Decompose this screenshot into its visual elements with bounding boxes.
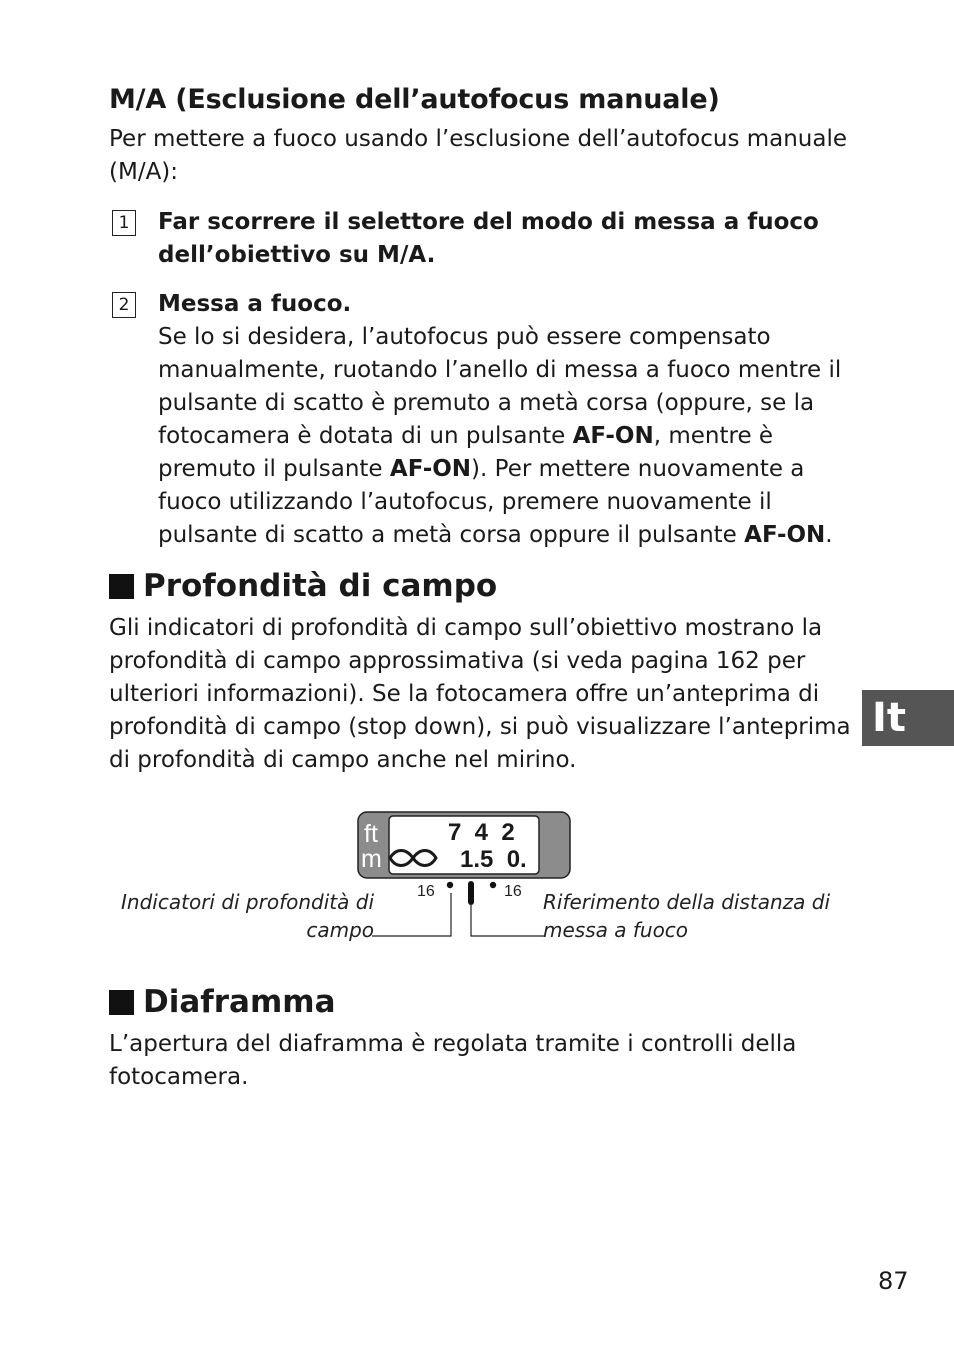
- af-on-label: AF-ON: [572, 423, 654, 449]
- right-aperture-mark: 16: [504, 883, 522, 900]
- text-run: pulsante di scatto a metà corsa oppure il pulsante: [158, 522, 745, 548]
- distance-index-bar: [468, 881, 474, 905]
- step-1-title-line: dell’obiettivo su M/A.: [158, 242, 436, 268]
- af-on-label: AF-ON: [744, 522, 826, 548]
- caption-distance-reference: [543, 888, 830, 944]
- section-heading-ma: M/A (Esclusione dell’autofocus manuale): [109, 84, 720, 115]
- text-run: ). Per mettere nuovamente a: [471, 456, 805, 482]
- aperture-line: L’apertura del diaframma è regolata tramite i controlli della: [109, 1031, 797, 1057]
- leader-line-right: [471, 905, 544, 936]
- step-2-line: [158, 519, 841, 552]
- caption-dof-indicators: [121, 888, 374, 944]
- step-1-title-line: Far scorrere il selettore del modo di messa a fuoco: [158, 209, 819, 235]
- ma-intro: [109, 123, 847, 189]
- square-bullet-icon: [109, 574, 134, 599]
- leader-line-left: [372, 893, 451, 936]
- depth-line: di profondità di campo anche nel mirino.: [109, 747, 577, 773]
- right-dof-dot: [490, 882, 496, 888]
- section-heading-aperture-text: Diaframma: [143, 984, 336, 1020]
- ma-intro-line: (M/A):: [109, 159, 179, 185]
- step-2-block: [158, 288, 841, 552]
- left-dof-dot: [447, 882, 453, 888]
- step-number-2: 2: [112, 292, 136, 318]
- section-heading-aperture: [109, 984, 336, 1020]
- step-number-1: 1: [112, 210, 136, 236]
- language-tab: It: [862, 690, 954, 746]
- step-2-line: manualmente, ruotando l’anello di messa a fuoco mentre il: [158, 357, 842, 383]
- step-2-body: [158, 321, 841, 552]
- step-2-line: fuoco utilizzando l’autofocus, premere nuovamente il: [158, 489, 772, 515]
- caption-line: Indicatori di profondità di: [121, 890, 374, 914]
- af-on-label: AF-ON: [389, 456, 472, 482]
- step-2-line: Se lo si desidera, l’autofocus può essere compensato: [158, 324, 771, 350]
- text-run: premuto il pulsante: [158, 456, 390, 482]
- caption-line: messa a fuoco: [543, 918, 689, 942]
- section-heading-depth-text: Profondità di campo: [143, 568, 498, 604]
- text-run: , mentre è: [653, 423, 774, 449]
- unit-ft-label: ft: [364, 820, 378, 848]
- m-scale-values: 1.5 0.: [460, 846, 527, 873]
- ma-intro-line: Per mettere a fuoco usando l’esclusione dell’autofocus manuale: [109, 126, 848, 152]
- depth-line: profondità di campo (stop down), si può visualizzare l’anteprima: [109, 714, 851, 740]
- depth-body: [109, 612, 851, 777]
- step-2-title: Messa a fuoco.: [158, 291, 352, 317]
- step-1-title: [158, 206, 819, 272]
- aperture-line: fotocamera.: [109, 1064, 249, 1090]
- depth-line: profondità di campo approssimativa (si veda pagina 162 per: [109, 648, 806, 674]
- text-run: fotocamera è dotata di un pulsante: [158, 423, 573, 449]
- depth-line: ulteriori informazioni). Se la fotocamera offre un’anteprima di: [109, 681, 820, 707]
- depth-line: Gli indicatori di profondità di campo sull’obiettivo mostrano la: [109, 615, 823, 641]
- step-2-line: [158, 453, 841, 486]
- square-bullet-icon: [109, 990, 134, 1015]
- aperture-body: [109, 1028, 796, 1094]
- left-aperture-mark: 16: [417, 883, 435, 900]
- caption-line: Riferimento della distanza di: [543, 890, 831, 914]
- caption-line: campo: [306, 918, 374, 942]
- step-2-line: pulsante di scatto è premuto a metà corsa (oppure, se la: [158, 390, 815, 416]
- ft-scale-values: 7 4 2: [448, 819, 515, 846]
- section-heading-depth: [109, 568, 497, 604]
- text-run: .: [825, 522, 833, 548]
- page-number: 87: [878, 1267, 909, 1295]
- step-2-line: [158, 420, 841, 453]
- unit-m-label: m: [361, 845, 382, 873]
